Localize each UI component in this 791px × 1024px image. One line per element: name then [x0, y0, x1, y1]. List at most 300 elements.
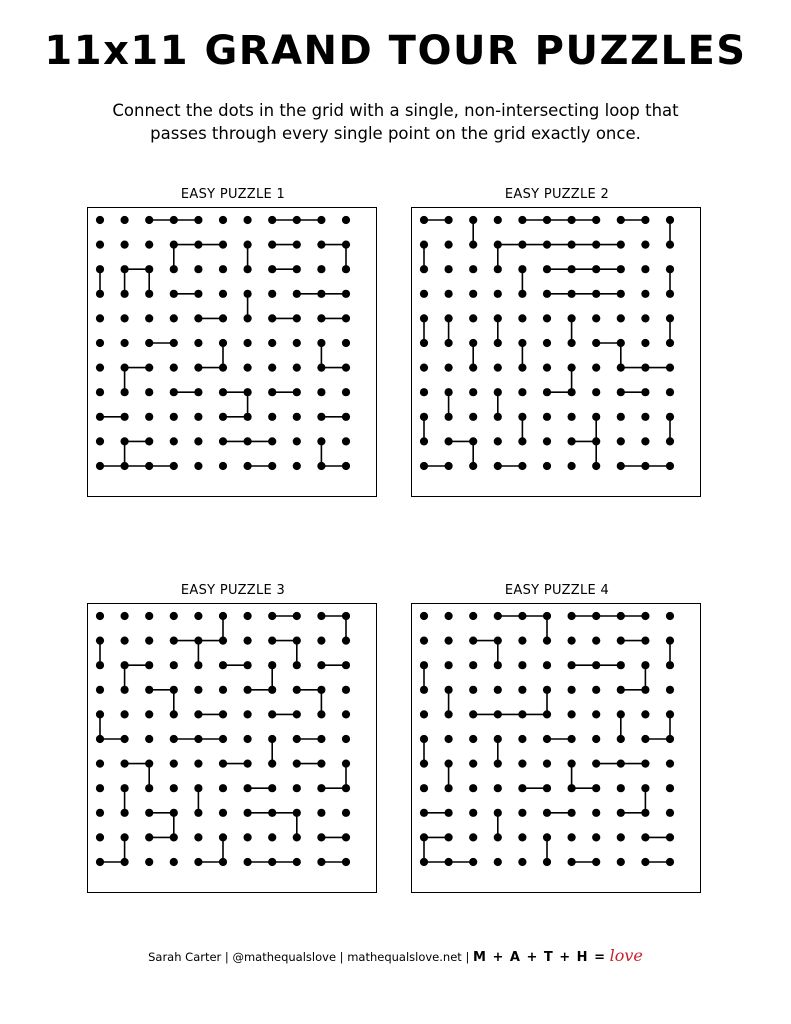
grid-dot[interactable]: [518, 241, 526, 249]
grid-dot[interactable]: [617, 216, 625, 224]
grid-dot[interactable]: [641, 735, 649, 743]
grid-dot[interactable]: [293, 735, 301, 743]
grid-dot[interactable]: [145, 216, 153, 224]
grid-dot[interactable]: [666, 437, 674, 445]
grid-dot[interactable]: [568, 612, 576, 620]
grid-dot[interactable]: [494, 735, 502, 743]
grid-dot[interactable]: [342, 388, 350, 396]
grid-dot[interactable]: [194, 339, 202, 347]
grid-dot[interactable]: [96, 241, 104, 249]
grid-dot[interactable]: [219, 314, 227, 322]
grid-dot[interactable]: [194, 612, 202, 620]
grid-dot[interactable]: [268, 364, 276, 372]
grid-dot[interactable]: [469, 413, 477, 421]
grid-dot[interactable]: [568, 339, 576, 347]
grid-dot[interactable]: [420, 637, 428, 645]
grid-dot[interactable]: [518, 290, 526, 298]
grid-dot[interactable]: [641, 809, 649, 817]
grid-dot[interactable]: [121, 858, 129, 866]
grid-dot[interactable]: [543, 612, 551, 620]
grid-dot[interactable]: [219, 735, 227, 743]
grid-dot[interactable]: [592, 413, 600, 421]
grid-dot[interactable]: [518, 413, 526, 421]
grid-dot[interactable]: [494, 216, 502, 224]
grid-dot[interactable]: [96, 858, 104, 866]
grid-dot[interactable]: [170, 290, 178, 298]
grid-dot[interactable]: [268, 314, 276, 322]
grid-dot[interactable]: [469, 314, 477, 322]
grid-dot[interactable]: [293, 265, 301, 273]
grid-dot[interactable]: [342, 858, 350, 866]
grid-dot[interactable]: [445, 290, 453, 298]
grid-dot[interactable]: [568, 686, 576, 694]
grid-dot[interactable]: [170, 339, 178, 347]
grid-dot[interactable]: [293, 710, 301, 718]
grid-dot[interactable]: [641, 833, 649, 841]
grid-dot[interactable]: [244, 637, 252, 645]
grid-dot[interactable]: [641, 413, 649, 421]
grid-dot[interactable]: [518, 314, 526, 322]
grid-dot[interactable]: [617, 710, 625, 718]
grid-dot[interactable]: [342, 784, 350, 792]
grid-dot[interactable]: [592, 241, 600, 249]
grid-dot[interactable]: [445, 413, 453, 421]
grid-dot[interactable]: [469, 760, 477, 768]
grid-dot[interactable]: [121, 661, 129, 669]
grid-dot[interactable]: [469, 637, 477, 645]
grid-dot[interactable]: [170, 637, 178, 645]
grid-dot[interactable]: [617, 735, 625, 743]
grid-dot[interactable]: [518, 858, 526, 866]
grid-dot[interactable]: [170, 413, 178, 421]
grid-dot[interactable]: [518, 809, 526, 817]
grid-dot[interactable]: [145, 462, 153, 470]
grid-dot[interactable]: [641, 290, 649, 298]
grid-dot[interactable]: [96, 339, 104, 347]
grid-dot[interactable]: [96, 661, 104, 669]
grid-dot[interactable]: [170, 735, 178, 743]
grid-dot[interactable]: [543, 339, 551, 347]
grid-dot[interactable]: [445, 314, 453, 322]
grid-dot[interactable]: [543, 265, 551, 273]
grid-dot[interactable]: [96, 809, 104, 817]
grid-dot[interactable]: [617, 760, 625, 768]
grid-dot[interactable]: [194, 265, 202, 273]
grid-dot[interactable]: [420, 413, 428, 421]
grid-dot[interactable]: [244, 809, 252, 817]
grid-dot[interactable]: [592, 216, 600, 224]
grid-dot[interactable]: [121, 784, 129, 792]
grid-dot[interactable]: [293, 858, 301, 866]
grid-dot[interactable]: [317, 760, 325, 768]
grid-dot[interactable]: [420, 290, 428, 298]
grid-dot[interactable]: [342, 612, 350, 620]
grid-dot[interactable]: [244, 437, 252, 445]
grid-dot[interactable]: [96, 833, 104, 841]
grid-dot[interactable]: [145, 241, 153, 249]
grid-dot[interactable]: [420, 265, 428, 273]
grid-dot[interactable]: [145, 364, 153, 372]
grid-dot[interactable]: [121, 339, 129, 347]
grid-dot[interactable]: [494, 661, 502, 669]
grid-dot[interactable]: [145, 612, 153, 620]
grid-dot[interactable]: [543, 637, 551, 645]
grid-dot[interactable]: [445, 735, 453, 743]
grid-dot[interactable]: [494, 809, 502, 817]
grid-dot[interactable]: [494, 437, 502, 445]
grid-dot[interactable]: [317, 784, 325, 792]
grid-dot[interactable]: [543, 710, 551, 718]
grid-dot[interactable]: [268, 265, 276, 273]
grid-dot[interactable]: [244, 686, 252, 694]
grid-dot[interactable]: [268, 637, 276, 645]
grid-dot[interactable]: [518, 661, 526, 669]
grid-dot[interactable]: [617, 637, 625, 645]
grid-dot[interactable]: [268, 760, 276, 768]
grid-dot[interactable]: [145, 314, 153, 322]
grid-dot[interactable]: [194, 686, 202, 694]
grid-dot[interactable]: [420, 710, 428, 718]
grid-dot[interactable]: [145, 833, 153, 841]
grid-dot[interactable]: [420, 760, 428, 768]
grid-dot[interactable]: [121, 686, 129, 694]
grid-dot[interactable]: [494, 612, 502, 620]
grid-dot[interactable]: [420, 437, 428, 445]
grid-dot[interactable]: [592, 809, 600, 817]
grid-dot[interactable]: [592, 462, 600, 470]
grid-dot[interactable]: [170, 833, 178, 841]
grid-dot[interactable]: [568, 735, 576, 743]
grid-dot[interactable]: [445, 241, 453, 249]
grid-dot[interactable]: [219, 265, 227, 273]
grid-dot[interactable]: [469, 364, 477, 372]
grid-dot[interactable]: [592, 858, 600, 866]
grid-dot[interactable]: [518, 388, 526, 396]
grid-dot[interactable]: [494, 388, 502, 396]
grid-dot[interactable]: [666, 686, 674, 694]
grid-dot[interactable]: [219, 388, 227, 396]
grid-dot[interactable]: [543, 809, 551, 817]
grid-dot[interactable]: [121, 388, 129, 396]
grid-dot[interactable]: [317, 290, 325, 298]
grid-dot[interactable]: [96, 612, 104, 620]
grid-dot[interactable]: [494, 760, 502, 768]
grid-dot[interactable]: [342, 314, 350, 322]
grid-dot[interactable]: [617, 413, 625, 421]
grid-dot[interactable]: [121, 314, 129, 322]
grid-dot[interactable]: [268, 388, 276, 396]
grid-dot[interactable]: [121, 710, 129, 718]
grid-dot[interactable]: [170, 388, 178, 396]
grid-dot[interactable]: [96, 364, 104, 372]
grid-dot[interactable]: [342, 462, 350, 470]
grid-dot[interactable]: [293, 413, 301, 421]
grid-dot[interactable]: [543, 241, 551, 249]
grid-dot[interactable]: [617, 388, 625, 396]
grid-dot[interactable]: [317, 437, 325, 445]
grid-dot[interactable]: [518, 833, 526, 841]
grid-dot[interactable]: [121, 437, 129, 445]
grid-dot[interactable]: [194, 661, 202, 669]
grid-dot[interactable]: [317, 809, 325, 817]
grid-dot[interactable]: [317, 314, 325, 322]
grid-dot[interactable]: [317, 710, 325, 718]
grid-dot[interactable]: [268, 290, 276, 298]
grid-dot[interactable]: [244, 710, 252, 718]
grid-dot[interactable]: [666, 462, 674, 470]
grid-dot[interactable]: [342, 413, 350, 421]
grid-dot[interactable]: [244, 858, 252, 866]
grid-dot[interactable]: [170, 686, 178, 694]
grid-dot[interactable]: [145, 437, 153, 445]
grid-dot[interactable]: [420, 216, 428, 224]
grid-dot[interactable]: [145, 858, 153, 866]
grid-dot[interactable]: [194, 314, 202, 322]
grid-dot[interactable]: [293, 364, 301, 372]
grid-dot[interactable]: [641, 339, 649, 347]
grid-dot[interactable]: [469, 833, 477, 841]
grid-dot[interactable]: [469, 462, 477, 470]
grid-dot[interactable]: [194, 462, 202, 470]
grid-dot[interactable]: [96, 388, 104, 396]
grid-dot[interactable]: [317, 339, 325, 347]
grid-dot[interactable]: [121, 241, 129, 249]
grid-dot[interactable]: [543, 686, 551, 694]
grid-dot[interactable]: [420, 364, 428, 372]
grid-dot[interactable]: [293, 833, 301, 841]
grid-dot[interactable]: [268, 686, 276, 694]
grid-dot[interactable]: [543, 833, 551, 841]
grid-dot[interactable]: [121, 265, 129, 273]
grid-dot[interactable]: [121, 413, 129, 421]
grid-dot[interactable]: [293, 388, 301, 396]
grid-dot[interactable]: [445, 760, 453, 768]
grid-dot[interactable]: [568, 833, 576, 841]
grid-dot[interactable]: [494, 241, 502, 249]
grid-dot[interactable]: [568, 661, 576, 669]
grid-dot[interactable]: [342, 364, 350, 372]
grid-dot[interactable]: [420, 339, 428, 347]
grid-dot[interactable]: [445, 265, 453, 273]
grid-dot[interactable]: [219, 612, 227, 620]
grid-dot[interactable]: [420, 686, 428, 694]
grid-dot[interactable]: [342, 339, 350, 347]
grid-dot[interactable]: [145, 661, 153, 669]
grid-dot[interactable]: [568, 637, 576, 645]
grid-dot[interactable]: [244, 216, 252, 224]
grid-dot[interactable]: [543, 661, 551, 669]
grid-dot[interactable]: [194, 760, 202, 768]
grid-dot[interactable]: [170, 241, 178, 249]
grid-dot[interactable]: [666, 809, 674, 817]
grid-dot[interactable]: [568, 413, 576, 421]
grid-dot[interactable]: [641, 388, 649, 396]
grid-dot[interactable]: [617, 265, 625, 273]
grid-dot[interactable]: [617, 686, 625, 694]
grid-dot[interactable]: [96, 462, 104, 470]
grid-dot[interactable]: [469, 858, 477, 866]
grid-dot[interactable]: [194, 809, 202, 817]
grid-dot[interactable]: [219, 437, 227, 445]
grid-dot[interactable]: [592, 612, 600, 620]
grid-dot[interactable]: [469, 784, 477, 792]
grid-dot[interactable]: [518, 686, 526, 694]
grid-dot[interactable]: [445, 339, 453, 347]
grid-dot[interactable]: [420, 241, 428, 249]
grid-dot[interactable]: [543, 858, 551, 866]
grid-dot[interactable]: [268, 858, 276, 866]
grid-dot[interactable]: [170, 216, 178, 224]
grid-dot[interactable]: [170, 612, 178, 620]
grid-dot[interactable]: [445, 612, 453, 620]
grid-dot[interactable]: [219, 241, 227, 249]
grid-dot[interactable]: [219, 216, 227, 224]
grid-dot[interactable]: [494, 686, 502, 694]
grid-dot[interactable]: [170, 784, 178, 792]
grid-dot[interactable]: [342, 760, 350, 768]
grid-dot[interactable]: [342, 265, 350, 273]
grid-dot[interactable]: [420, 809, 428, 817]
grid-dot[interactable]: [641, 686, 649, 694]
grid-dot[interactable]: [420, 858, 428, 866]
grid-dot[interactable]: [641, 216, 649, 224]
grid-dot[interactable]: [518, 462, 526, 470]
grid-dot[interactable]: [666, 612, 674, 620]
grid-dot[interactable]: [293, 241, 301, 249]
grid-dot[interactable]: [268, 833, 276, 841]
grid-dot[interactable]: [617, 858, 625, 866]
grid-dot[interactable]: [342, 710, 350, 718]
grid-dot[interactable]: [317, 462, 325, 470]
grid-dot[interactable]: [268, 413, 276, 421]
grid-dot[interactable]: [494, 314, 502, 322]
grid-dot[interactable]: [317, 637, 325, 645]
grid-dot[interactable]: [666, 760, 674, 768]
grid-dot[interactable]: [543, 314, 551, 322]
grid-dot[interactable]: [469, 290, 477, 298]
grid-dot[interactable]: [641, 437, 649, 445]
grid-dot[interactable]: [244, 265, 252, 273]
grid-dot[interactable]: [170, 661, 178, 669]
grid-dot[interactable]: [518, 710, 526, 718]
grid-dot[interactable]: [420, 462, 428, 470]
grid-dot[interactable]: [445, 437, 453, 445]
grid-dot[interactable]: [145, 290, 153, 298]
grid-dot[interactable]: [641, 314, 649, 322]
grid-dot[interactable]: [617, 339, 625, 347]
grid-dot[interactable]: [494, 858, 502, 866]
grid-dot[interactable]: [145, 686, 153, 694]
grid-dot[interactable]: [170, 710, 178, 718]
grid-dot[interactable]: [244, 462, 252, 470]
grid-dot[interactable]: [518, 637, 526, 645]
grid-dot[interactable]: [145, 265, 153, 273]
grid-dot[interactable]: [194, 735, 202, 743]
grid-dot[interactable]: [666, 339, 674, 347]
grid-dot[interactable]: [568, 265, 576, 273]
grid-dot[interactable]: [317, 241, 325, 249]
grid-dot[interactable]: [121, 462, 129, 470]
grid-dot[interactable]: [494, 265, 502, 273]
grid-dot[interactable]: [170, 314, 178, 322]
grid-dot[interactable]: [96, 437, 104, 445]
grid-dot[interactable]: [469, 661, 477, 669]
grid-dot[interactable]: [293, 809, 301, 817]
grid-dot[interactable]: [494, 784, 502, 792]
grid-dot[interactable]: [268, 661, 276, 669]
grid-dot[interactable]: [617, 833, 625, 841]
grid-dot[interactable]: [244, 314, 252, 322]
grid-dot[interactable]: [666, 364, 674, 372]
grid-dot[interactable]: [445, 710, 453, 718]
grid-dot[interactable]: [617, 314, 625, 322]
grid-dot[interactable]: [592, 290, 600, 298]
grid-dot[interactable]: [194, 710, 202, 718]
grid-dot[interactable]: [666, 637, 674, 645]
grid-dot[interactable]: [666, 858, 674, 866]
grid-dot[interactable]: [543, 760, 551, 768]
grid-dot[interactable]: [469, 735, 477, 743]
grid-dot[interactable]: [469, 686, 477, 694]
grid-dot[interactable]: [543, 462, 551, 470]
grid-dot[interactable]: [121, 612, 129, 620]
grid-dot[interactable]: [420, 314, 428, 322]
grid-dot[interactable]: [244, 339, 252, 347]
grid-dot[interactable]: [568, 809, 576, 817]
grid-dot[interactable]: [244, 612, 252, 620]
grid-dot[interactable]: [592, 364, 600, 372]
grid-dot[interactable]: [121, 833, 129, 841]
grid-dot[interactable]: [469, 809, 477, 817]
grid-dot[interactable]: [592, 265, 600, 273]
grid-dot[interactable]: [543, 413, 551, 421]
grid-dot[interactable]: [666, 388, 674, 396]
grid-dot[interactable]: [592, 314, 600, 322]
grid-dot[interactable]: [592, 760, 600, 768]
grid-dot[interactable]: [469, 241, 477, 249]
grid-dot[interactable]: [420, 784, 428, 792]
grid-dot[interactable]: [293, 661, 301, 669]
grid-dot[interactable]: [317, 661, 325, 669]
grid-dot[interactable]: [568, 858, 576, 866]
grid-dot[interactable]: [445, 661, 453, 669]
grid-dot[interactable]: [170, 364, 178, 372]
grid-dot[interactable]: [445, 784, 453, 792]
grid-dot[interactable]: [445, 388, 453, 396]
grid-dot[interactable]: [317, 413, 325, 421]
grid-dot[interactable]: [293, 784, 301, 792]
grid-dot[interactable]: [268, 216, 276, 224]
grid-dot[interactable]: [568, 290, 576, 298]
grid-dot[interactable]: [617, 661, 625, 669]
grid-dot[interactable]: [219, 413, 227, 421]
grid-dot[interactable]: [244, 388, 252, 396]
grid-dot[interactable]: [121, 290, 129, 298]
grid-dot[interactable]: [170, 760, 178, 768]
grid-dot[interactable]: [617, 241, 625, 249]
grid-dot[interactable]: [194, 388, 202, 396]
grid-dot[interactable]: [518, 364, 526, 372]
grid-dot[interactable]: [268, 735, 276, 743]
grid-dot[interactable]: [96, 760, 104, 768]
grid-dot[interactable]: [518, 784, 526, 792]
grid-dot[interactable]: [194, 437, 202, 445]
grid-dot[interactable]: [494, 339, 502, 347]
grid-dot[interactable]: [268, 809, 276, 817]
grid-dot[interactable]: [268, 710, 276, 718]
grid-dot[interactable]: [445, 686, 453, 694]
grid-dot[interactable]: [666, 661, 674, 669]
